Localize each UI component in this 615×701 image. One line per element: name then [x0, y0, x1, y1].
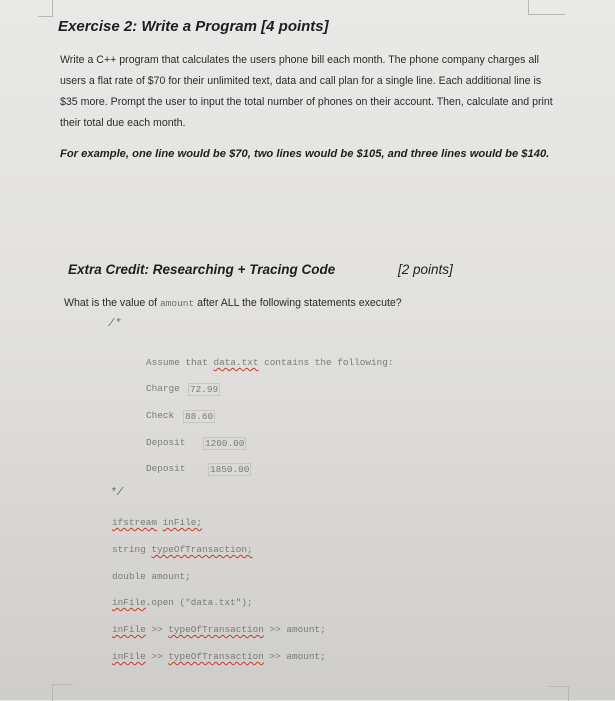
file-line — [146, 437, 245, 449]
extra-credit-points: [2 points] — [398, 262, 453, 277]
exercise-title: Exercise 2: Write a Program [4 points] — [58, 18, 329, 35]
assume-line — [146, 357, 394, 368]
question-text-after: after ALL the following statements execute? — [194, 297, 402, 309]
code-variable: inFile; — [162, 517, 203, 528]
code-variable: typeOfTransaction — [168, 624, 264, 635]
page-corner-mark — [52, 684, 73, 701]
code-line: double amount; — [112, 571, 191, 582]
assume-suffix: contains the following: — [258, 357, 394, 368]
file-line — [146, 463, 250, 475]
file-line-value: 1850.00 — [210, 464, 250, 475]
code-object: inFile — [112, 597, 146, 608]
file-line-label: Charge — [146, 383, 180, 394]
file-line-value: 1200.00 — [205, 438, 245, 449]
exercise-description: Write a C++ program that calculates the users phone bill each month. The phone company charges all users a flat rate of $70 for their unlimited text, data and call plan for a single line. Each additional line is $35 more. Prompt the user to input the total number of phones on their account. Then, calculate and print their total due each month. — [60, 54, 553, 129]
file-line — [146, 410, 214, 422]
page-corner-mark — [38, 0, 53, 17]
exercise-example: For example, one line would be $70, two lines would be $105, and three lines would be $140. — [60, 148, 550, 160]
file-line-label: Deposit — [146, 437, 186, 448]
file-line-value: 88.60 — [185, 411, 214, 422]
page-corner-mark — [528, 0, 565, 15]
assume-file: data.txt — [213, 357, 259, 368]
comment-open: /* — [108, 318, 122, 330]
extra-credit-title: Extra Credit: Researching + Tracing Code — [68, 262, 336, 277]
assume-prefix: Assume that — [146, 357, 214, 368]
file-line-value: 72.99 — [190, 384, 219, 395]
code-line — [112, 517, 202, 528]
code-object: inFile — [112, 624, 146, 635]
extra-credit-question — [64, 297, 402, 309]
code-operator: >> — [145, 624, 169, 635]
code-line — [112, 544, 253, 555]
question-variable: amount — [159, 298, 195, 309]
file-line-label: Deposit — [146, 463, 186, 474]
code-variable: typeOfTransaction — [168, 651, 264, 662]
code-line — [112, 651, 326, 662]
file-line — [146, 383, 219, 395]
file-line-label: Check — [146, 410, 175, 421]
code-type: ifstream — [112, 517, 158, 528]
code-variable: typeOfTransaction; — [151, 544, 253, 555]
comment-close: */ — [110, 487, 124, 499]
code-type: string — [112, 544, 152, 555]
code-rest: >> amount; — [263, 624, 326, 635]
question-text-before: What is the value of — [64, 297, 160, 309]
code-line — [112, 597, 253, 608]
code-operator: >> — [145, 651, 169, 662]
code-rest: >> amount; — [263, 651, 326, 662]
page-corner-mark — [548, 686, 569, 701]
code-line — [112, 624, 326, 635]
code-object: inFile — [112, 651, 146, 662]
code-rest: .open ("data.txt"); — [145, 597, 253, 608]
